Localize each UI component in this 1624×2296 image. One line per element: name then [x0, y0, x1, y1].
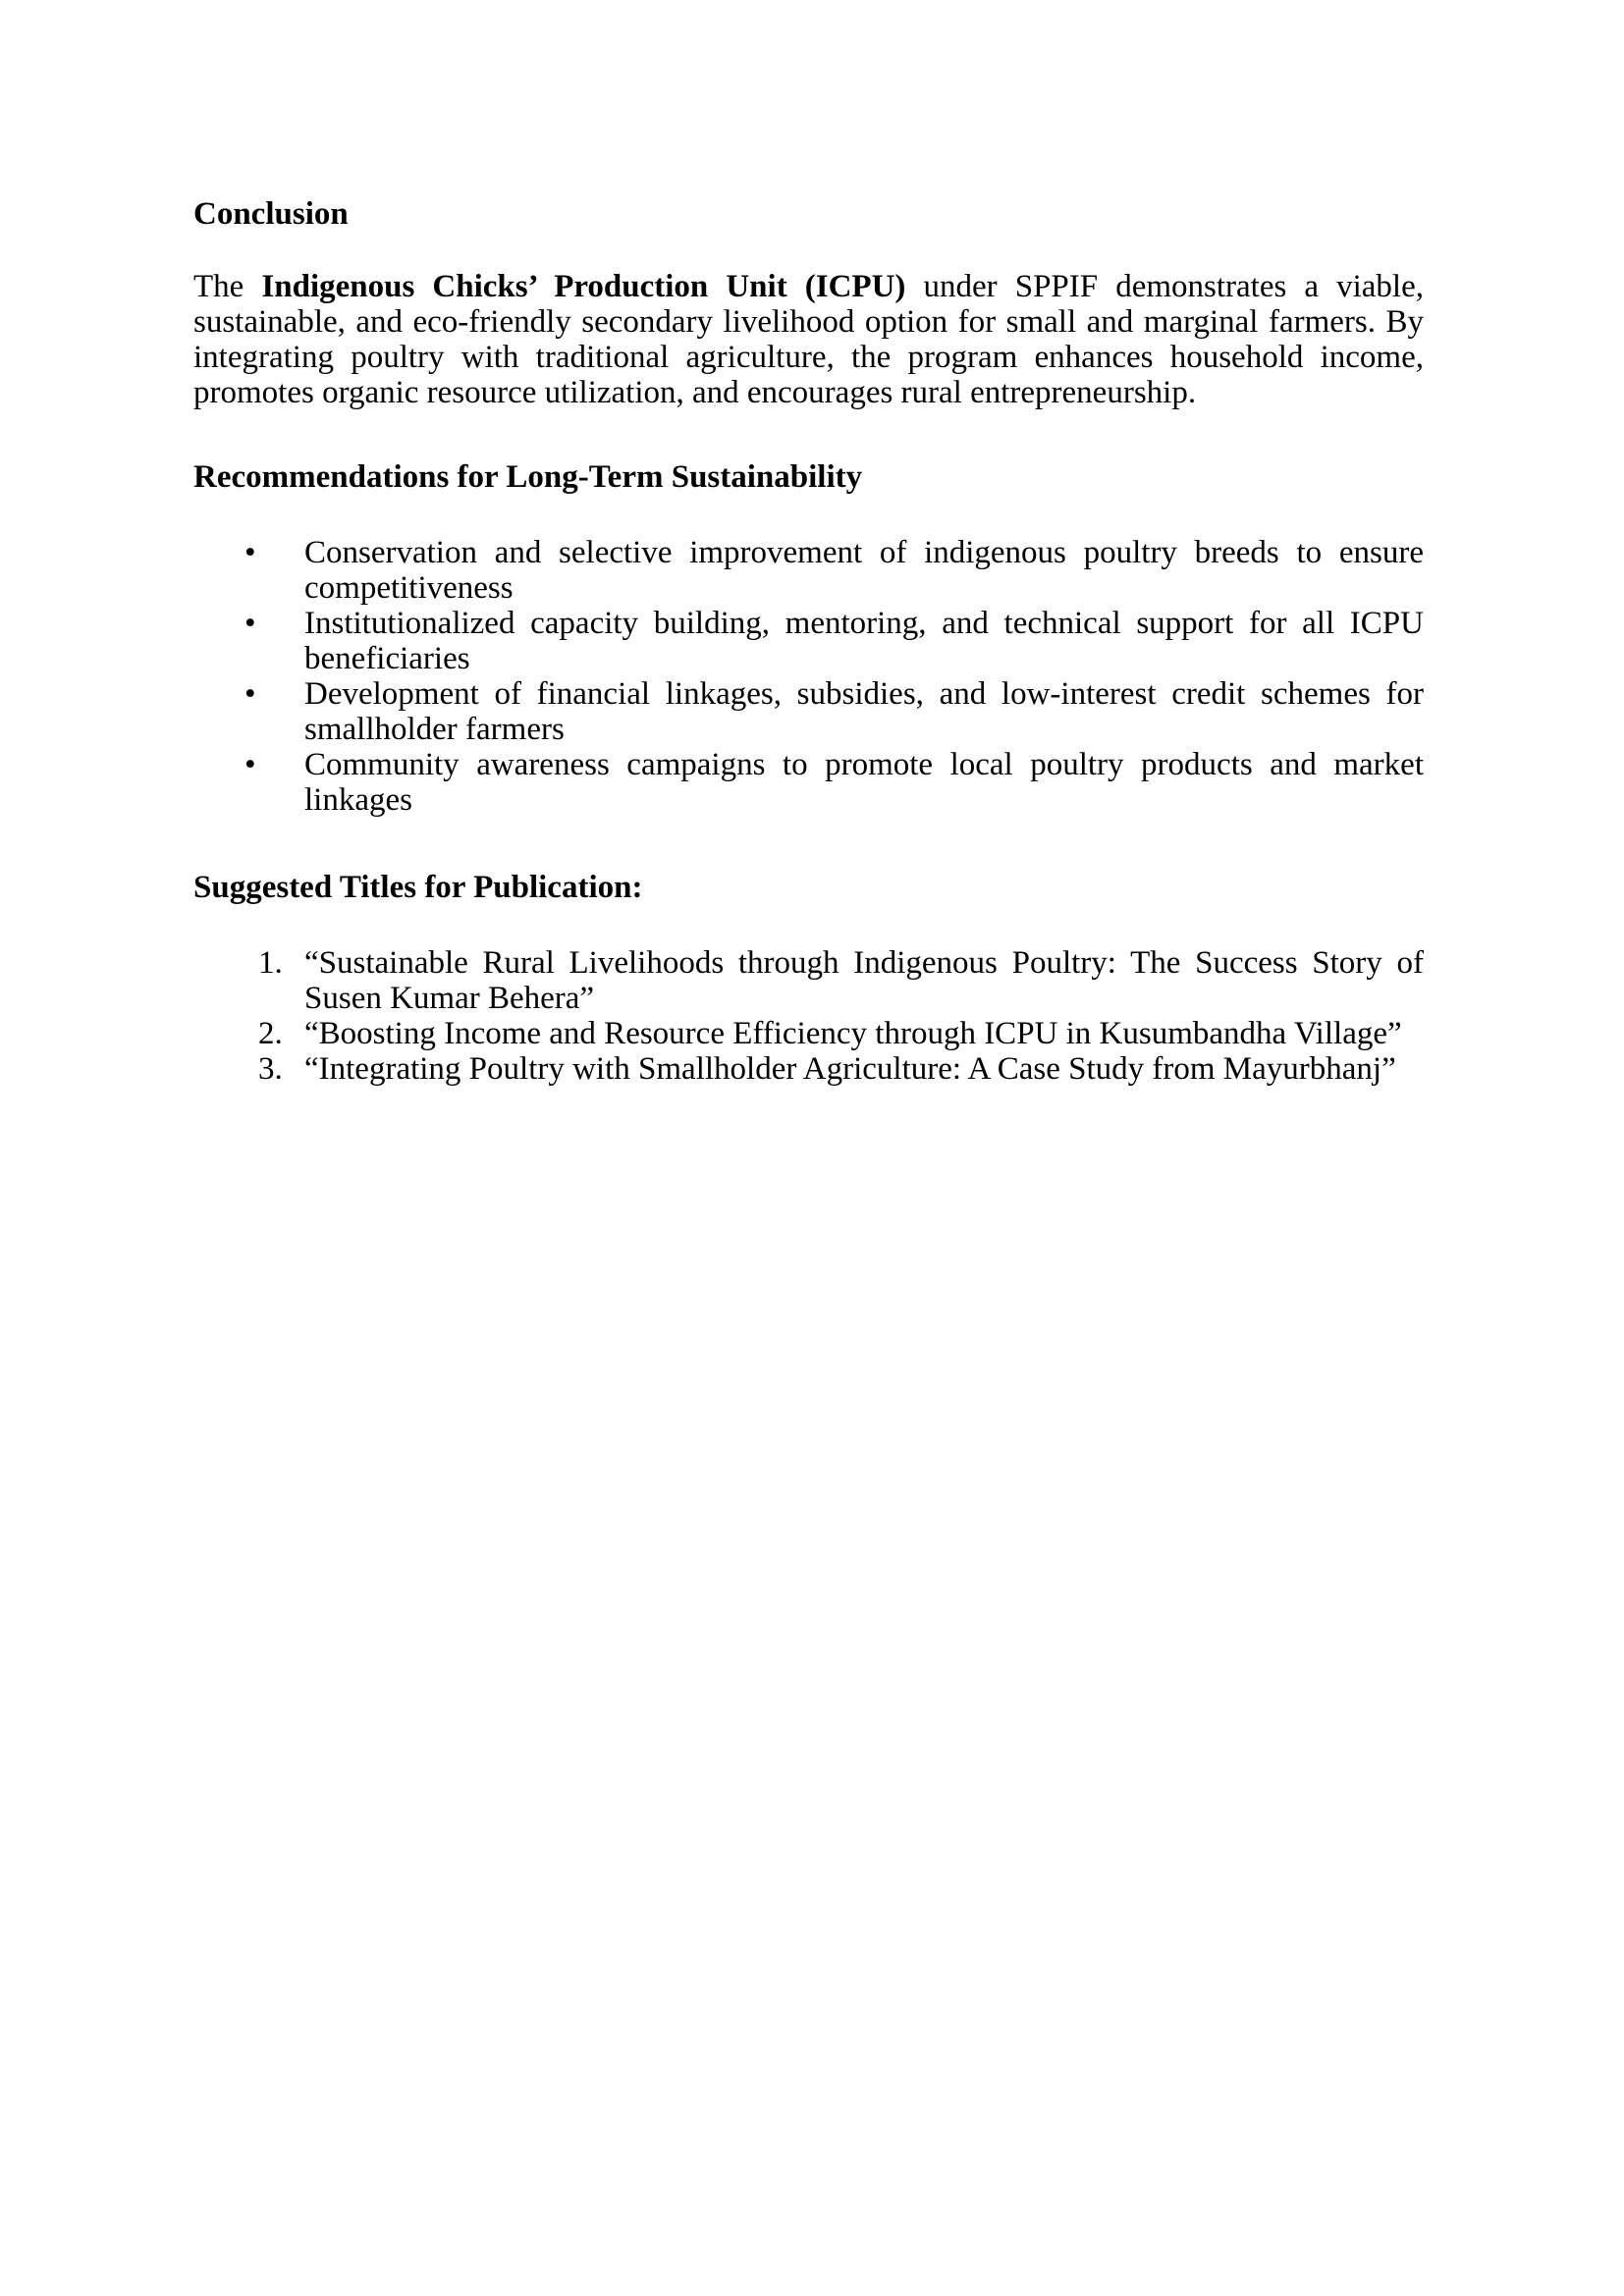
- list-item: [193, 606, 1424, 676]
- suggested-titles-list: [193, 945, 1424, 1087]
- bullet-icon: •: [244, 606, 256, 641]
- list-item-text: Development of financial linkages, subsidies, and low-interest credit schemes for smallholder farmers: [304, 676, 1424, 747]
- list-item: [193, 1051, 1424, 1087]
- list-item-text: Community awareness campaigns to promote local poultry products and market linkages: [304, 747, 1424, 818]
- list-item: [193, 676, 1424, 747]
- conclusion-heading: Conclusion: [193, 196, 349, 232]
- conclusion-paragraph-rest: under SPPIF demonstrates a viable, sustainable, and eco-friendly secondary livelihood option for small and marginal farmers. By integrating poultry with traditional agriculture, the program enhances household income, promotes organic resource utilization, and encourages rural entrepreneurship.: [193, 269, 1424, 410]
- recommendations-heading: Recommendations for Long-Term Sustainability: [193, 459, 863, 495]
- bullet-icon: •: [244, 676, 256, 712]
- conclusion-paragraph: [193, 269, 1424, 410]
- list-item: [193, 747, 1424, 818]
- bullet-icon: •: [244, 535, 256, 570]
- list-item-text: Institutionalized capacity building, mentoring, and technical support for all ICPU beneficiaries: [304, 606, 1424, 676]
- list-item: [193, 945, 1424, 1016]
- conclusion-paragraph-bold-phrase: Indigenous Chicks’ Production Unit (ICPU): [261, 269, 906, 304]
- list-item-text: Conservation and selective improvement of indigenous poultry breeds to ensure competitiveness: [304, 535, 1424, 606]
- list-item-text: “Integrating Poultry with Smallholder Agriculture: A Case Study from Mayurbhanj”: [304, 1051, 1396, 1087]
- bullet-icon: •: [244, 747, 256, 782]
- list-item-text: “Sustainable Rural Livelihoods through Indigenous Poultry: The Success Story of Susen Kumar Behera”: [304, 945, 1424, 1016]
- recommendations-list: [193, 535, 1424, 818]
- list-item: [193, 535, 1424, 606]
- list-item: [193, 1016, 1424, 1051]
- conclusion-paragraph-prefix: The: [193, 269, 262, 304]
- list-number: 2.: [258, 1016, 283, 1051]
- suggested-titles-heading: Suggested Titles for Publication:: [193, 870, 643, 905]
- list-number: 1.: [258, 945, 283, 981]
- list-item-text: “Boosting Income and Resource Efficiency through ICPU in Kusumbandha Village”: [304, 1016, 1402, 1051]
- list-number: 3.: [258, 1051, 283, 1087]
